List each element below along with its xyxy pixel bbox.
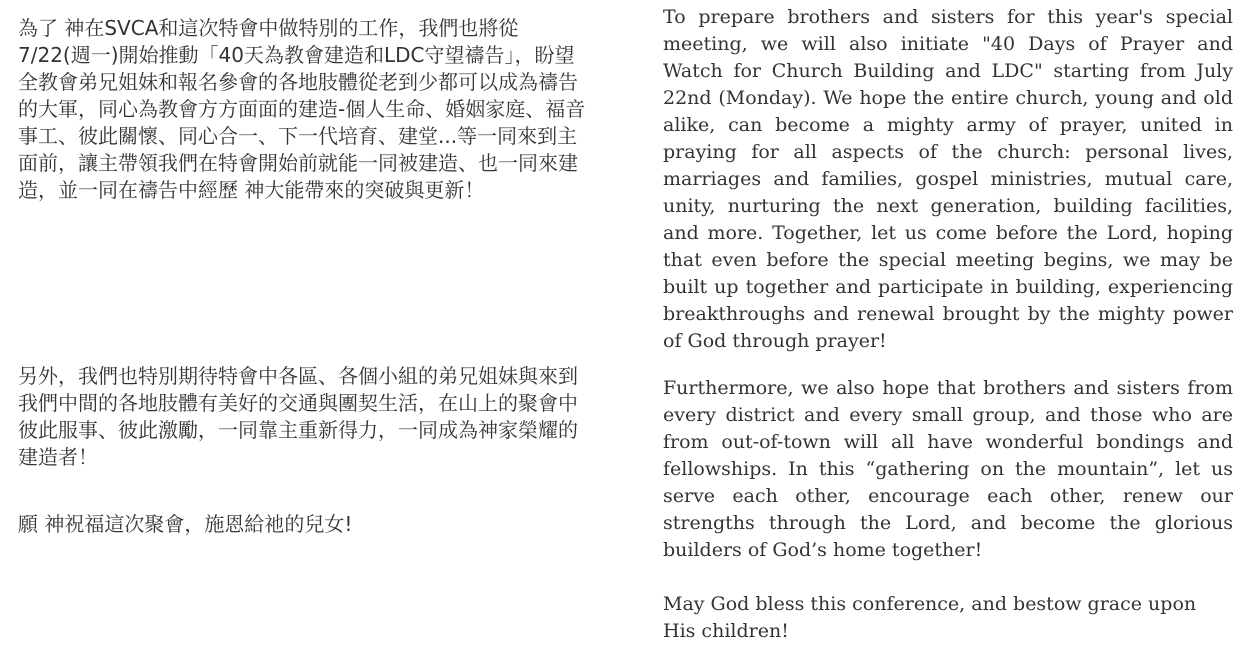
- english-paragraph-prayer-initiative: To prepare brothers and sisters for this year's special meeting, we will also initiate "40 Days of Prayer and Watch for Church Building and LDC" starting from July 22nd (Monday). We hope the entire church, young and old alike, can become a mighty army of prayer, united in praying for all aspects of the church: personal lives, marriages and families, gospel ministries, mutual care, unity, nurturing the next generation, building facilities, and more. Together, let us come before the Lord, hoping that even before the special meeting begins, we may be built up together and participate in building, experiencing breakthroughs and renewal brought by the mighty power of God through prayer!: [663, 6, 1233, 352]
- english-paragraph-fellowship: Furthermore, we also hope that brothers and sisters from every district and every small group, and those who are from out-of-town will all have wonderful bondings and fellowships. In this “gathering on the mountain”, let us serve each other, encourage each other, renew our strengths through the Lord, and become the glorious builders of God’s home together!: [663, 377, 1233, 561]
- english-paragraph-blessing: May God bless this conference, and bestow grace upon His children!: [663, 593, 1197, 642]
- chinese-paragraph-fellowship: 另外，我們也特別期待特會中各區、各個小組的弟兄姐妹與來到我們中間的各地肢體有美好的交通與團契生活，在山上的聚會中彼此服事、彼此激勵，一同靠主重新得力，一同成為神家榮耀的建造者！: [18, 364, 578, 469]
- chinese-paragraph-prayer-initiative: 為了 神在SVCA和這次特會中做特別的工作，我們也將從7/22(週一)開始推動「40天為教會建造和LDC守望禱告」，盼望全教會弟兄姐妹和報名參會的各地肢體從老到少都可以成為禱告的大軍，同心為教會方方面面的建造-個人生命、婚姻家庭、福音事工、彼此關懷、同心合一、下一代培育、建堂...等一同來到主面前，讓主帶領我們在特會開始前就能一同被建造、也一同來建造，並一同在禱告中經歷 神大能帶來的突破與更新！: [18, 16, 586, 202]
- chinese-column: [18, 15, 590, 538]
- english-column: [663, 4, 1233, 645]
- chinese-paragraph-blessing: 願 神祝福這次聚會，施恩給祂的兒女!: [18, 512, 353, 536]
